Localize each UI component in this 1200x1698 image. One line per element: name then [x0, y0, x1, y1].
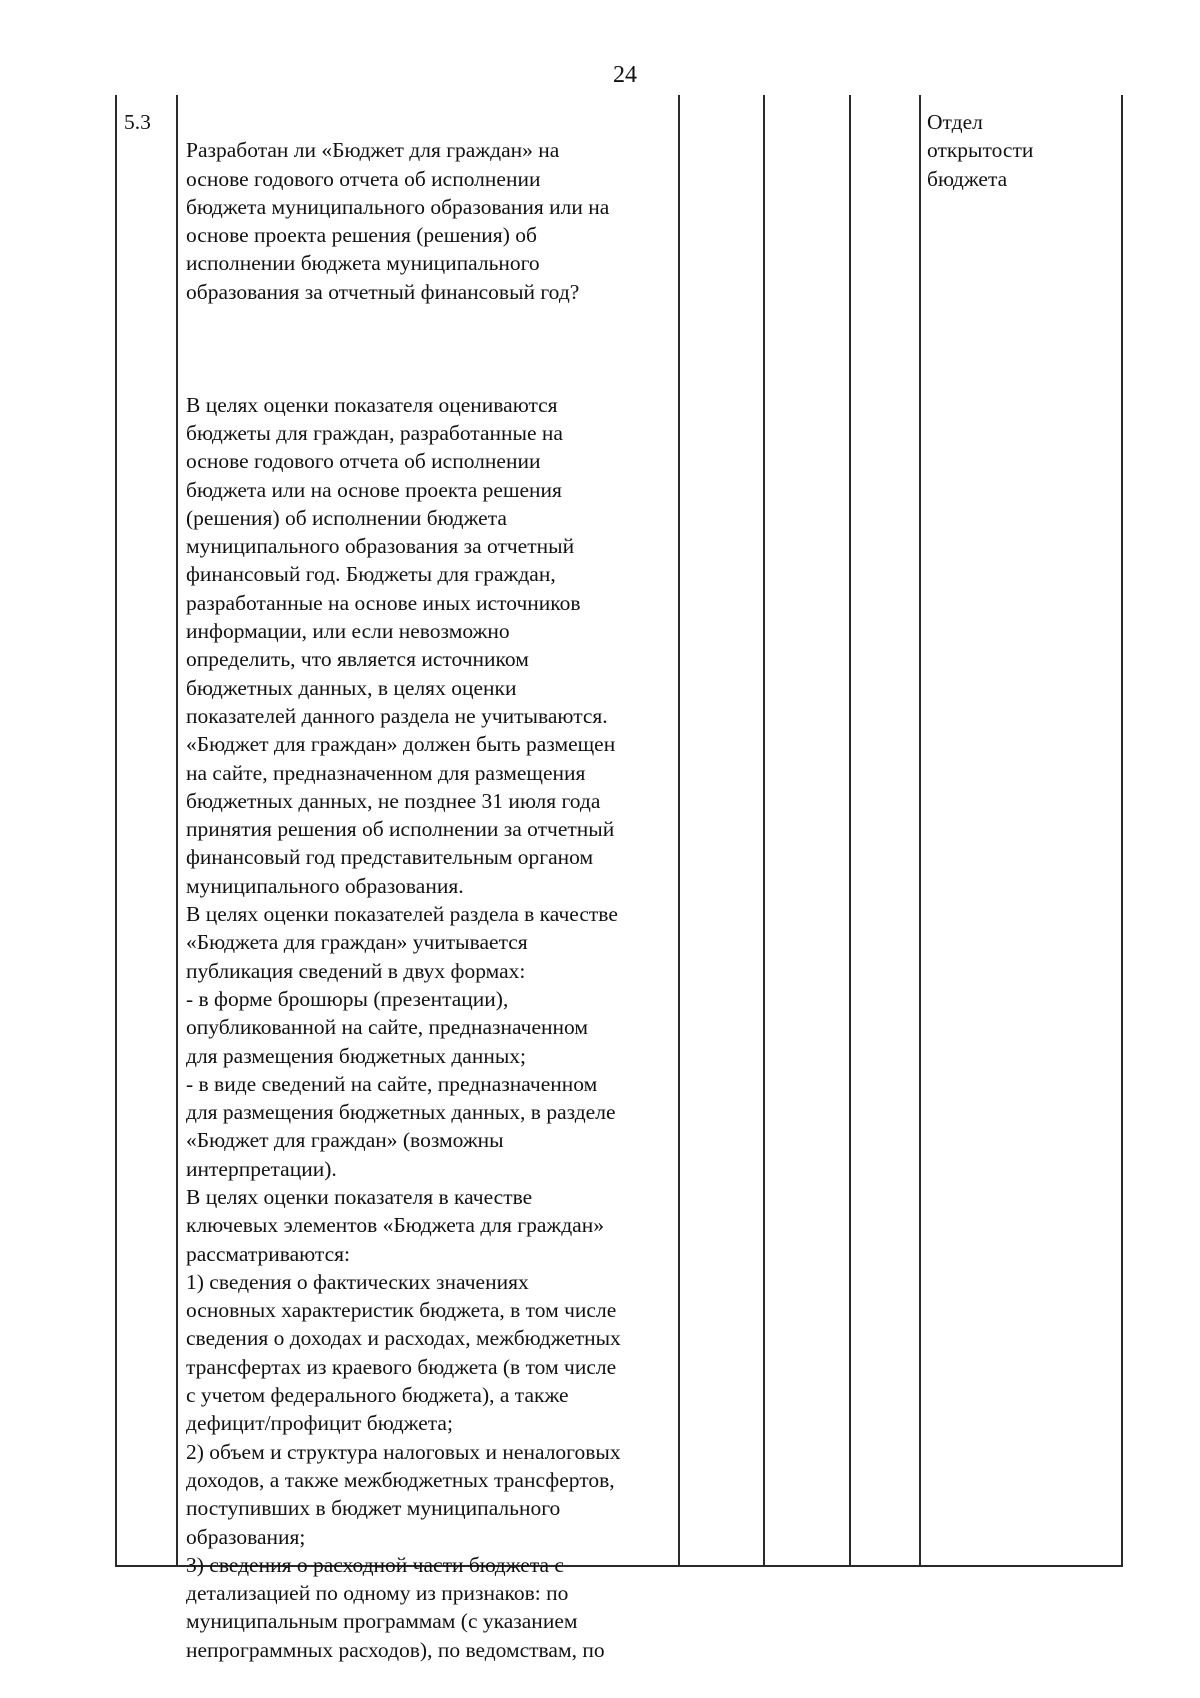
- page-number: 24: [613, 62, 637, 88]
- column-divider: [919, 95, 921, 1567]
- paragraph-gap: [186, 334, 682, 362]
- column-divider: [176, 95, 178, 1567]
- table-border-left: [115, 95, 117, 1567]
- row-number: 5.3: [124, 110, 151, 134]
- responsible-department: Отдел открытости бюджета: [927, 110, 1034, 191]
- indicator-explanation: В целях оценки показателя оцениваются бюджеты для граждан, разработанные на основе годового отчета об исполнении бюджета или на основе проекта решения (решения) об исполнении бюджета муниципального образования за отчетный финансовый год. Бюджеты для граждан, разработанные на основе иных источников информации, или если невозможно определить, что является источником бюджетных данных, в целях оценки показателей данного раздела не учитываются. «Бюджет для граждан» должен быть размещен на сайте, предназначенном для размещения бюджетных данных, не позднее 31 июля года принятия решения об исполнении за отчетный финансовый год представительным органом муниципального образования. В целях оценки показателей раздела в качестве «Бюджета для граждан» учитывается публикация сведений в двух формах: - в форме брошюры (презентации), опубликованной на сайте, предназначенном для размещения бюджетных данных; - в виде сведений на сайте, предназначенном для размещения бюджетных данных, в разделе «Бюджет для граждан» (возможны интерпретации). В целях оценки показателя в качестве ключевых элементов «Бюджета для граждан» рассматриваются: 1) сведения о фактических значениях основных характеристик бюджета, в том числе сведения о доходах и расходах, межбюджетных трансфертах из краевого бюджета (в том числе с учетом федерального бюджета), а также дефицит/профицит бюджета; 2) объем и структура налоговых и неналоговых доходов, а также межбюджетных трансфертов, поступивших в бюджет муниципального образования; 3) сведения о расходной части бюджета с детализацией по одному из признаков: по муниципальным программам (с указанием непрограммных расходов), по ведомствам, по: [186, 392, 621, 1662]
- indicator-description: [186, 108, 682, 1692]
- column-divider: [849, 95, 851, 1567]
- table-border-right: [1121, 95, 1123, 1567]
- column-divider: [763, 95, 765, 1567]
- indicator-question: Разработан ли «Бюджет для граждан» на основе годового отчета об исполнении бюджета муниципального образования или на основе проекта решения (решения) об исполнении бюджета муниципального образования за отчетный финансовый год?: [186, 138, 610, 304]
